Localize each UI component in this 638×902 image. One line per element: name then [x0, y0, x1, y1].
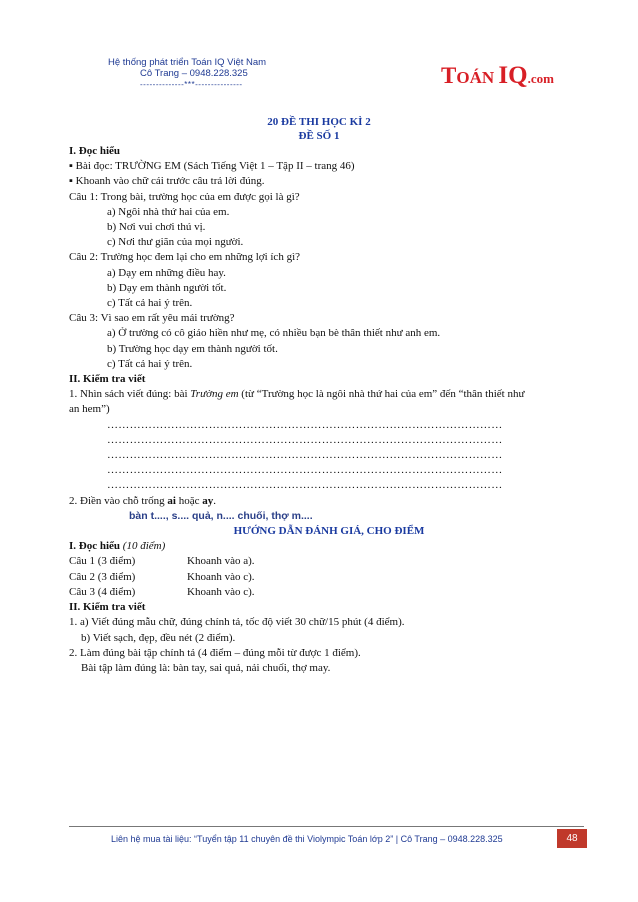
answer-option: c) Tất cả hai ý trên. — [107, 297, 193, 310]
answer-option: b) Dạy em thành người tốt. — [107, 281, 227, 294]
bullet-item: ▪ Khoanh vào chữ cái trước câu trả lời đúng. — [69, 175, 265, 188]
guide-section-heading: I. Đọc hiểu (10 điểm) — [69, 540, 166, 553]
guide-line: b) Viết sạch, đẹp, đều nét (2 điểm). — [81, 631, 236, 644]
answer-option: c) Nơi thư giãn của mọi người. — [107, 236, 244, 249]
question: Câu 1: Trong bài, trường học của em được gọi là gì? — [69, 190, 300, 203]
dotted-line: …………………………………………………………………………………………… — [107, 433, 503, 446]
guide-section-heading: II. Kiểm tra viết — [69, 601, 146, 614]
page-subtitle: ĐỀ SỐ 1 — [298, 130, 340, 142]
section-heading: I. Đọc hiểu — [69, 145, 121, 157]
header-line-1: Hệ thống phát triển Toán IQ Việt Nam — [108, 57, 267, 68]
answer-option: a) Dạy em những điều hay. — [107, 266, 226, 279]
answer-option: b) Trường học dạy em thành người tốt. — [107, 342, 278, 355]
section-heading: II. Kiểm tra viết — [69, 373, 146, 386]
dotted-line: …………………………………………………………………………………………… — [107, 479, 503, 492]
guide-line: Bài tập làm đúng là: bàn tay, sai quả, nải chuối, thợ may. — [81, 661, 331, 674]
guide-title: HƯỚNG DẪN ĐÁNH GIÁ, CHO ĐIỂM — [233, 525, 425, 538]
writing-task-2: 2. Điền vào chỗ trống ai hoặc ay. — [69, 494, 216, 507]
guide-row: Câu 1 (3 điểm) Khoanh vào a). — [69, 555, 255, 568]
question: Câu 2: Trường học đem lại cho em những lợi ích gì? — [69, 251, 301, 264]
answer-option: a) Ngôi nhà thứ hai của em. — [107, 205, 230, 218]
document-body — [69, 144, 589, 676]
writing-task-1: 1. Nhìn sách viết đúng: bài Trường em (từ “Trường học là ngôi nhà thứ hai của em” đến “thân thiết như — [69, 388, 525, 401]
dotted-line: …………………………………………………………………………………………… — [107, 418, 503, 431]
guide-row: Câu 2 (3 điểm) Khoanh vào c). — [69, 570, 255, 583]
header-line-3: --------------***--------------- — [140, 80, 243, 89]
dotted-line: …………………………………………………………………………………………… — [107, 449, 503, 462]
question: Câu 3: Vì sao em rất yêu mái trường? — [69, 312, 235, 325]
logo: TOÁN IQ.com — [441, 62, 554, 89]
fill-in-blank: bàn t...., s.... quả, n.... chuối, thợ m.... — [129, 509, 313, 522]
guide-row: Câu 3 (4 điểm) Khoanh vào c). — [69, 585, 255, 598]
page-number: 48 — [557, 829, 587, 848]
answer-option: a) Ở trường có cô giáo hiền như mẹ, có nhiều bạn bè thân thiết như anh em. — [107, 327, 441, 340]
writing-task-1-cont: an hem”) — [69, 403, 110, 416]
page-title: 20 ĐỀ THI HỌC KÌ 2 — [267, 116, 371, 128]
answer-option: b) Nơi vui chơi thú vị. — [107, 221, 206, 234]
answer-option: c) Tất cả hai ý trên. — [107, 357, 193, 370]
guide-line: 2. Làm đúng bài tập chính tả (4 điểm – đúng mỗi từ được 1 điểm). — [69, 646, 361, 659]
bullet-item: ▪ Bài đọc: TRƯỜNG EM (Sách Tiếng Việt 1 – Tập II – trang 46) — [69, 160, 355, 173]
dotted-line: …………………………………………………………………………………………… — [107, 464, 503, 477]
footer-divider — [69, 826, 584, 827]
doc-header — [108, 57, 266, 90]
guide-line: 1. a) Viết đúng mẫu chữ, đúng chính tả, tốc độ viết 30 chữ/15 phút (4 điểm). — [69, 616, 405, 629]
footer-text: Liên hệ mua tài liệu: “Tuyển tập 11 chuyên đề thi Violympic Toán lớp 2” | Cô Trang – 0948.228.325 — [111, 834, 503, 844]
header-line-2: Cô Trang – 0948.228.325 — [140, 68, 248, 79]
